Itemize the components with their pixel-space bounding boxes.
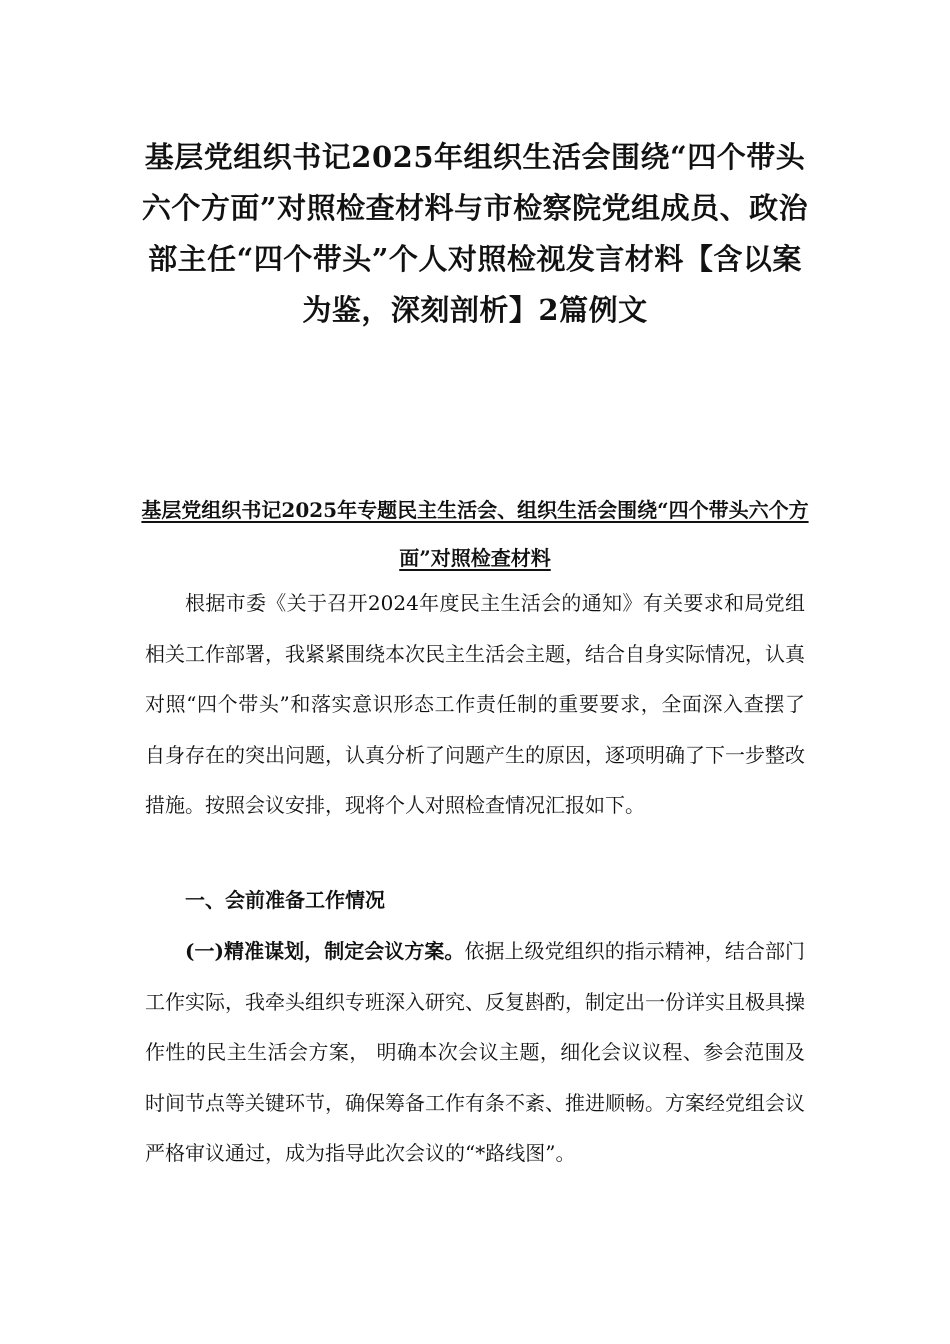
heading-1: 一、会前准备工作情况: [185, 888, 385, 912]
subsection-1-lead: (一)精准谋划，制定会议方案。: [185, 939, 465, 963]
intro-paragraph: 根据市委《关于召开2024年度民主生活会的通知》有关要求和局党组相关工作部署，我紧紧围绕本次民主生活会主题，结合自身实际情况，认真对照“四个带头”和落实意识形态工作责任制的重要要求，全面深入查摆了自身存在的突出问题，认真分析了问题产生的原因，逐项明确了下一步整改措施。按照会议安排，现将个人对照检查情况汇报如下。: [145, 591, 805, 817]
section-title: 基层党组织书记2025年专题民主生活会、组织生活会围绕“四个带头六个方面”对照检查材料: [141, 498, 809, 570]
main-title: 基层党组织书记2025年组织生活会围绕“四个带头六个方面”对照检查材料与市检察院党组成员、政治部主任“四个带头”个人对照检视发言材料【含以案为鉴，深刻剖析】2篇例文: [141, 140, 809, 327]
subsection-1-paragraph: [145, 926, 805, 1179]
subsection-1-text: 依据上级党组织的指示精神，结合部门工作实际，我牵头组织专班深入研究、反复斟酌，制定出一份详实且极具操作性的民主生活会方案， 明确本次会议主题，细化会议议程、参会范围及时间节点等关键环节，确保筹备工作有条不紊、推进顺畅。方案经党组会议严格审议通过，成为指导此次会议的“*路线图”。: [145, 939, 806, 1165]
